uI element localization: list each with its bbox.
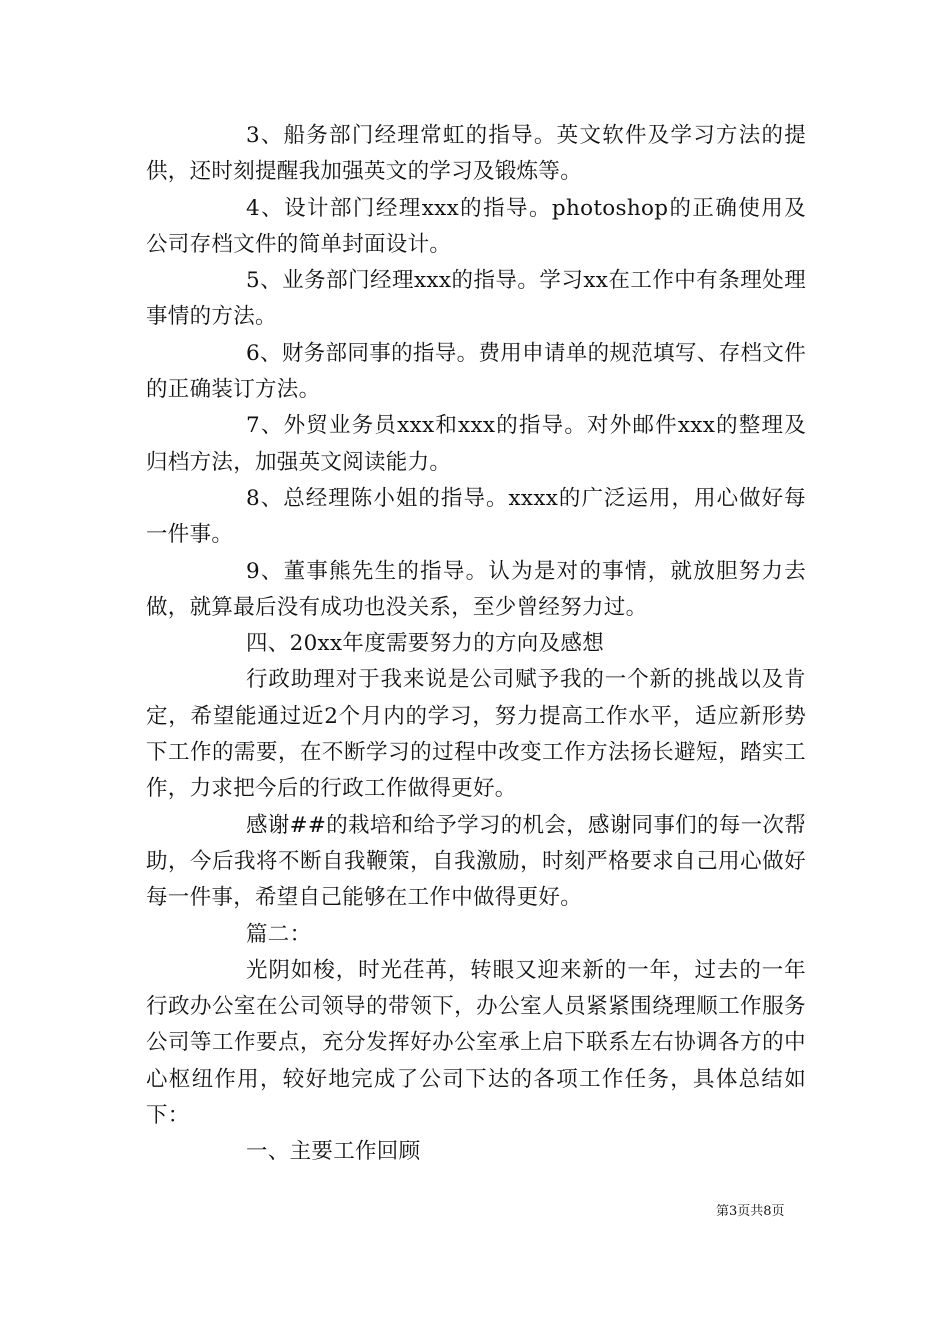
page-number-footer: 第3页共8页: [716, 1204, 785, 1219]
part-two-heading: 一、主要工作回顾: [246, 1139, 421, 1165]
paragraph-section-four-1: 行政助理对于我来说是公司赋予我的一个新的挑战以及肯定，希望能通过近2个月内的学习，努力提高工作水平，适应新形势下工作的需要，在不断学习的过程中改变工作方法扬长避短，踏实工作，力求把今后的行政工作做得更好。: [146, 667, 806, 802]
paragraph-guidance-5: 5、业务部门经理xxx的指导。学习xx在工作中有条理处理事情的方法。: [146, 268, 806, 330]
paragraph-guidance-3: 3、船务部门经理常虹的指导。英文软件及学习方法的提供，还时刻提醒我加强英文的学习及锻炼等。: [146, 123, 806, 185]
paragraph-guidance-4: 4、设计部门经理xxx的指导。photoshop的正确使用及公司存档文件的简单封面设计。: [146, 195, 806, 257]
section-four-heading: 四、20xx年度需要努力的方向及感想: [246, 631, 605, 657]
paragraph-guidance-6: 6、财务部同事的指导。费用申请单的规范填写、存档文件的正确装订方法。: [146, 340, 806, 403]
paragraph-section-four-2: 感谢##的栽培和给予学习的机会，感谢同事们的每一次帮助，今后我将不断自我鞭策，自我激励，时刻严格要求自己用心做好每一件事，希望自己能够在工作中做得更好。: [146, 812, 806, 911]
paragraph-guidance-8: 8、总经理陈小姐的指导。xxxx的广泛运用，用心做好每一件事。: [146, 485, 806, 548]
part-two-label: 篇二：: [246, 921, 312, 947]
document-body: [146, 118, 806, 1171]
paragraph-guidance-7: 7、外贸业务员xxx和xxx的指导。对外邮件xxx的整理及归档方法，加强英文阅读能力。: [146, 413, 806, 475]
paragraph-guidance-9: 9、董事熊先生的指导。认为是对的事情，就放胆努力去做，就算最后没有成功也没关系，至少曾经努力过。: [146, 558, 806, 620]
paragraph-part-two-intro: 光阴如梭，时光荏苒，转眼又迎来新的一年，过去的一年行政办公室在公司领导的带领下，办公室人员紧紧围绕理顺工作服务公司等工作要点，充分发挥好办公室承上启下联系左右协调各方的中心枢纽作用，较好地完成了公司下达的各项工作任务，具体总结如下：: [146, 957, 806, 1129]
